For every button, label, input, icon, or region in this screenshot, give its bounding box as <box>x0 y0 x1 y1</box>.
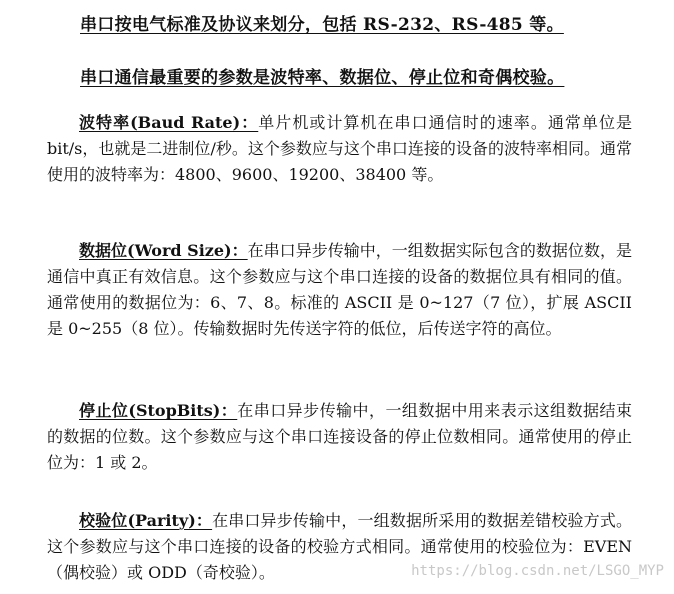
term-stop-bits: 停止位(StopBits)： <box>79 401 238 420</box>
heading-serial-standards: 串口按电气标准及协议来划分，包括 RS-232、RS-485 等。 <box>80 15 564 35</box>
term-baud-rate: 波特率(Baud Rate)： <box>79 113 259 132</box>
paragraph-word-size <box>47 238 632 342</box>
text-baud-rate: 单片机或计算机在串口通信时的速率。通常单位是 bit/s，也就是二进制位/秒。这个参数应与这个串口连接的设备的波特率相同。通常使用的波特率为：4800、9600、19200、38400 等。 <box>47 113 632 184</box>
heading-key-parameters: 串口通信最重要的参数是波特率、数据位、停止位和奇偶校验。 <box>80 68 565 88</box>
text-parity: 在串口异步传输中，一组数据所采用的数据差错校验方式。这个参数应与这个串口连接的设备的校验方式相同。通常使用的校验位为：EVEN（偶校验）或 ODD（奇校验）。 <box>47 511 632 582</box>
paragraph-baud-rate <box>47 110 632 188</box>
text-stop-bits: 在串口异步传输中，一组数据中用来表示这组数据结束的数据的位数。这个参数应与这个串口连接设备的停止位数相同。通常使用的停止位为：1 或 2。 <box>47 401 632 472</box>
paragraph-stop-bits <box>47 398 632 476</box>
term-parity: 校验位(Parity)： <box>79 511 213 530</box>
watermark-text: https://blog.csdn.net/LSGO_MYP <box>411 563 664 579</box>
term-word-size: 数据位(Word Size)： <box>79 241 248 260</box>
text-word-size: 在串口异步传输中，一组数据实际包含的数据位数，是通信中真正有效信息。这个参数应与这个串口连接的设备的数据位具有相同的值。通常使用的数据位为：6、7、8。标准的 ASCII 是 0~127（7 位），扩展 ASCII 是 0~255（8 位）。传输数据时先传送字符的低位，后传送字符的高位。 <box>47 241 632 338</box>
